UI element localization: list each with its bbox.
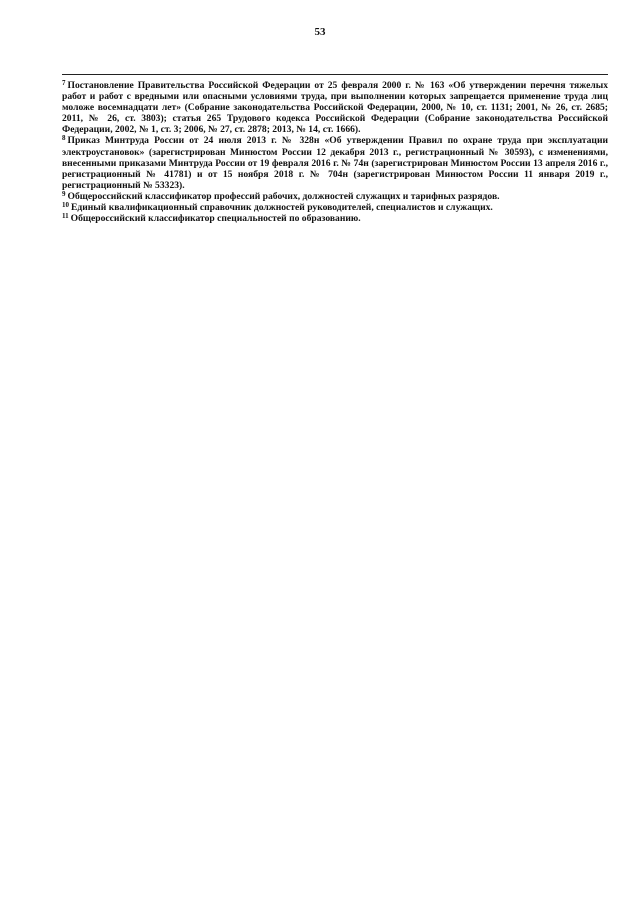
- footnote-text: Общероссийский классификатор специальностей по образованию.: [70, 213, 361, 225]
- footnote-marker: 11: [62, 212, 69, 221]
- footnote-text: Общероссийский классификатор профессий рабочих, должностей служащих и тарифных разрядов.: [67, 190, 500, 202]
- footnote-8: [62, 135, 608, 190]
- page-number: 53: [314, 26, 326, 38]
- footnote-marker: 10: [62, 201, 69, 210]
- footnote-marker: 7: [62, 79, 66, 87]
- footnote-10: [62, 202, 608, 213]
- footnote-9: [62, 191, 608, 202]
- footnote-11: [62, 213, 608, 224]
- footnote-marker: 8: [62, 134, 66, 143]
- footnote-7: [62, 80, 608, 135]
- footnote-text: Приказ Минтруда России от 24 июля 2013 г. № 328н «Об утверждении Правил по охране труда при эксплуатации электроустановок» (зарегистрирован Минюстом России 12 декабря 2013 г., регистрационный № 30593), с изменениями, внесенными приказами Минтруда России от 19 февраля 2016 г. № 74н (зарегистрирован Минюстом России 13 апреля 2016 г., регистрационный № 41781) и от 15 ноября 2018 г. № 704н (зарегистрирован Минюстом России 11 января 2019 г., регистрационный № 53323).: [62, 135, 608, 191]
- footnote-text: Постановление Правительства Российской Федерации от 25 февраля 2000 г. № 163 «Об утверждении перечня тяжелых работ и работ с вредными или опасными условиями труда, при выполнении которых запрещается применение труда лиц моложе восемнадцати лет» (Собрание законодательства Российской Федерации, 2000, № 10, ст. 1131; 2001, № 26, ст. 2685; 2011, № 26, ст. 3803); статья 265 Трудового кодекса Российской Федерации (Собрание законодательства Российской Федерации, 2002, № 1, ст. 3; 2006, № 27, ст. 2878; 2013, № 14, ст. 1666).: [62, 80, 608, 136]
- footnote-text: Единый квалификационный справочник должностей руководителей, специалистов и служащих.: [71, 202, 493, 214]
- footnote-marker: 9: [62, 189, 66, 198]
- footnote-divider: [62, 74, 608, 75]
- footnotes-section: [62, 80, 608, 224]
